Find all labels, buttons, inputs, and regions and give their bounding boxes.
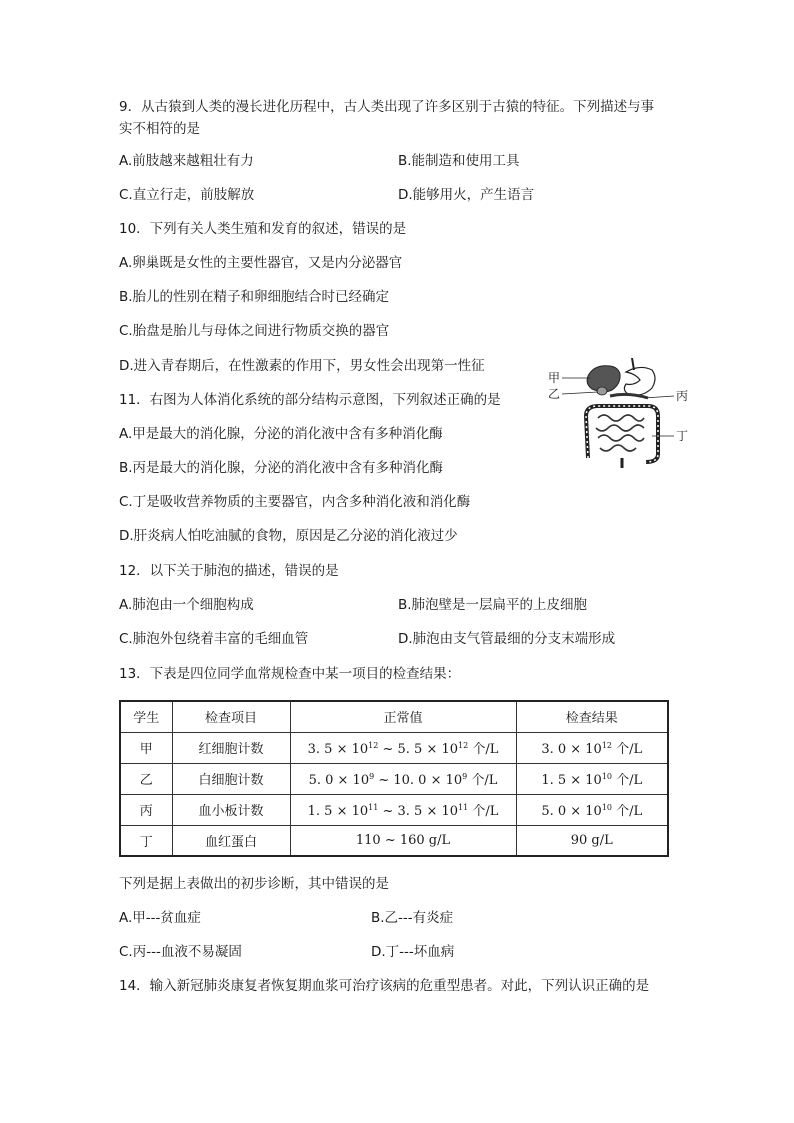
figure-label-bing: 丙 bbox=[676, 389, 689, 403]
q12-option-d: D.肺泡由支气管最细的分支末端形成 bbox=[398, 631, 616, 647]
cell-result: 1. $5 \times 10^{10}$ 个/L bbox=[516, 763, 668, 794]
table-row bbox=[120, 732, 668, 763]
cell-student: 丁 bbox=[120, 825, 172, 856]
blood-test-table bbox=[119, 700, 669, 857]
cell-normal: 5. $0 \times 10^9$ ~ 10. $0 \times 10^9$ 个/L bbox=[290, 763, 516, 794]
header-normal: 正常值 bbox=[290, 701, 516, 732]
esophagus-line bbox=[632, 358, 634, 370]
q14-stem: 14．输入新冠肺炎康复者恢复期血浆可治疗该病的危重型患者。对此，下列认识正确的是 bbox=[119, 978, 650, 994]
q10-stem: 10．下列有关人类生殖和发育的叙述，错误的是 bbox=[119, 221, 407, 237]
q12-option-b: B.肺泡壁是一层扁平的上皮细胞 bbox=[398, 597, 588, 613]
q13-option-c: C.丙---血液不易凝固 bbox=[119, 944, 242, 960]
table-row bbox=[120, 794, 668, 825]
stomach-shape bbox=[624, 367, 655, 395]
cell-normal: 110 ~ 160 g/L bbox=[290, 825, 516, 856]
figure-label-jia: 甲 bbox=[548, 371, 561, 385]
table-row bbox=[120, 825, 668, 856]
header-result: 检查结果 bbox=[516, 701, 668, 732]
cell-item: 血红蛋白 bbox=[172, 825, 290, 856]
cell-item: 红细胞计数 bbox=[172, 732, 290, 763]
q10-option-b: B.胎儿的性别在精子和卵细胞结合时已经确定 bbox=[119, 289, 390, 305]
table-row bbox=[120, 763, 668, 794]
q11-stem: 11．右图为人体消化系统的部分结构示意图，下列叙述正确的是 bbox=[119, 392, 501, 408]
cell-student: 甲 bbox=[120, 732, 172, 763]
q12-option-a: A.肺泡由一个细胞构成 bbox=[119, 597, 254, 613]
q9-option-a: A.前肢越来越粗壮有力 bbox=[119, 153, 254, 169]
q12-stem: 12．以下关于肺泡的描述，错误的是 bbox=[119, 563, 339, 579]
pancreas-line bbox=[610, 394, 648, 398]
header-student: 学生 bbox=[120, 701, 172, 732]
gallbladder-shape bbox=[597, 387, 607, 395]
q9-stem-line1: 9．从古猿到人类的漫长进化历程中，古人类出现了许多区别于古猿的特征。下列描述与事 bbox=[119, 99, 655, 115]
small-intestine-coils bbox=[596, 415, 644, 451]
cell-result: 90 g/L bbox=[516, 825, 668, 856]
cell-normal: 1. $5 \times 10^{11}$ ~ 3. $5 \times 10^{11}$ 个/L bbox=[290, 794, 516, 825]
cell-student: 乙 bbox=[120, 763, 172, 794]
large-intestine-path bbox=[586, 406, 658, 462]
header-item: 检查项目 bbox=[172, 701, 290, 732]
cell-result: 5. $0 \times 10^{10}$ 个/L bbox=[516, 794, 668, 825]
q11-option-a: A.甲是最大的消化腺，分泌的消化液中含有多种消化酶 bbox=[119, 426, 443, 442]
q9-option-c: C.直立行走，前肢解放 bbox=[119, 187, 255, 203]
cell-student: 丙 bbox=[120, 794, 172, 825]
q10-option-c: C.胎盘是胎儿与母体之间进行物质交换的器官 bbox=[119, 323, 390, 339]
q13-option-d: D.丁---坏血病 bbox=[371, 944, 455, 960]
q11-option-c: C.丁是吸收营养物质的主要器官，内含多种消化液和消化酶 bbox=[119, 494, 471, 510]
q13-option-b: B.乙---有炎症 bbox=[371, 910, 454, 926]
figure-label-ding: 丁 bbox=[676, 429, 689, 443]
digestive-system-figure bbox=[548, 358, 696, 470]
cell-item: 白细胞计数 bbox=[172, 763, 290, 794]
q10-option-d: D.进入青春期后，在性激素的作用下，男女性会出现第一性征 bbox=[119, 358, 485, 374]
q13-stem: 13．下表是四位同学血常规检查中某一项目的检查结果： bbox=[119, 666, 461, 682]
figure-label-yi: 乙 bbox=[548, 387, 561, 401]
q13-option-a: A.甲---贫血症 bbox=[119, 910, 201, 926]
q10-option-a: A.卵巢既是女性的主要性器官，又是内分泌器官 bbox=[119, 255, 403, 271]
q13-followup: 下列是据上表做出的初步诊断，其中错误的是 bbox=[119, 876, 389, 892]
q9-option-b: B.能制造和使用工具 bbox=[398, 153, 520, 169]
q12-option-c: C.肺泡外包绕着丰富的毛细血管 bbox=[119, 631, 309, 647]
q9-stem-line2: 实不相符的是 bbox=[119, 121, 200, 137]
cell-result: 3. $0 \times 10^{12}$ 个/L bbox=[516, 732, 668, 763]
q11-option-d: D.肝炎病人怕吃油腻的食物，原因是乙分泌的消化液过少 bbox=[119, 528, 458, 544]
cell-normal: 3. $5 \times 10^{12}$ ~ 5. $5 \times 10^{12}$ 个/L bbox=[290, 732, 516, 763]
cell-item: 血小板计数 bbox=[172, 794, 290, 825]
table-header-row bbox=[120, 701, 668, 732]
q9-option-d: D.能够用火，产生语言 bbox=[398, 187, 535, 203]
digestive-system-illustration bbox=[548, 358, 696, 470]
q11-option-b: B.丙是最大的消化腺，分泌的消化液中含有多种消化酶 bbox=[119, 460, 444, 476]
